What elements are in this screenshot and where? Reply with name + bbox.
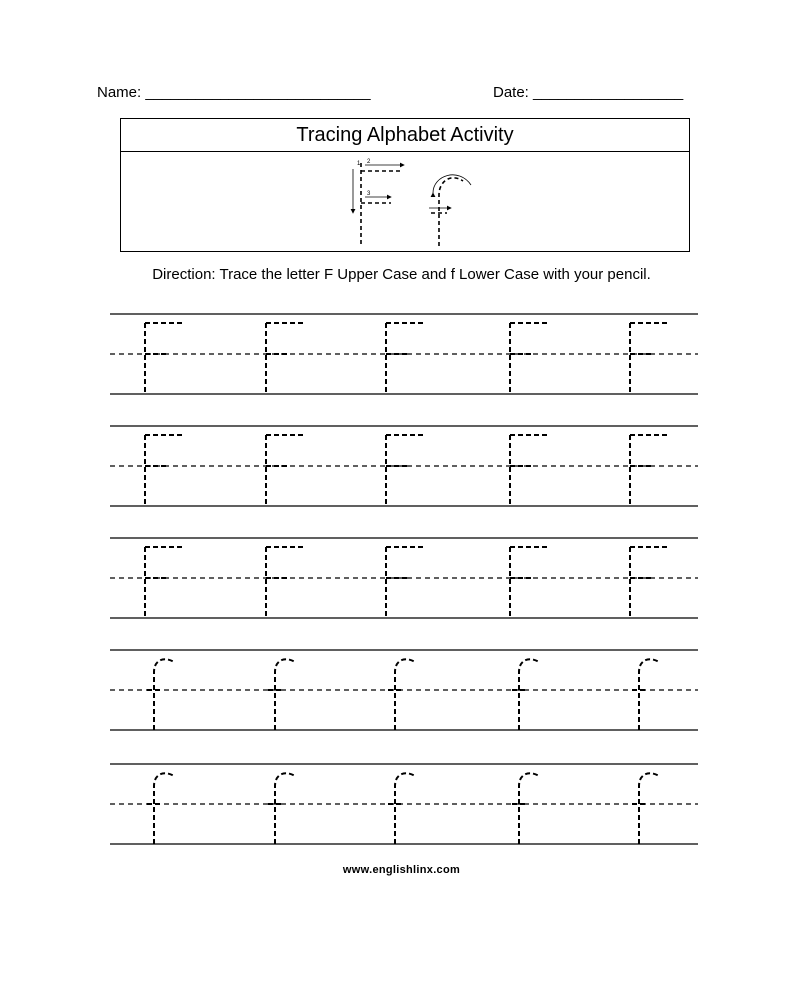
trace-lowercase-f (147, 659, 174, 730)
trace-lowercase-f (268, 773, 295, 844)
trace-uppercase-f (630, 435, 667, 506)
name-blank[interactable]: ___________________________ (145, 84, 371, 101)
trace-uppercase-f (266, 547, 303, 618)
date-label: Date: (493, 84, 529, 101)
trace-lowercase-f (388, 773, 415, 844)
tracing-row (110, 764, 698, 844)
trace-lowercase-f (268, 659, 295, 730)
demo-hint-3: 3 (367, 191, 371, 197)
trace-uppercase-f (510, 547, 547, 618)
trace-lowercase-f (632, 659, 659, 730)
trace-uppercase-f (145, 435, 182, 506)
name-label: Name: (97, 84, 142, 101)
trace-uppercase-f (145, 323, 182, 394)
demo-hint-2: 2 (367, 159, 371, 165)
trace-lowercase-f (512, 773, 539, 844)
tracing-row (110, 538, 698, 618)
tracing-row (110, 650, 698, 730)
trace-lowercase-f (632, 773, 659, 844)
trace-lowercase-f (512, 659, 539, 730)
trace-uppercase-f (386, 547, 423, 618)
trace-uppercase-f (145, 547, 182, 618)
direction-text: Direction: Trace the letter F Upper Case and f Lower Case with your pencil. (152, 266, 651, 283)
trace-uppercase-f (630, 323, 667, 394)
trace-uppercase-f (510, 435, 547, 506)
trace-uppercase-f (386, 323, 423, 394)
tracing-row (110, 314, 698, 394)
trace-uppercase-f (266, 435, 303, 506)
trace-uppercase-f (630, 547, 667, 618)
trace-uppercase-f (386, 435, 423, 506)
trace-lowercase-f (147, 773, 174, 844)
trace-uppercase-f (510, 323, 547, 394)
tracing-row (110, 426, 698, 506)
date-blank[interactable]: __________________ (533, 84, 684, 101)
trace-uppercase-f (266, 323, 303, 394)
worksheet-title: Tracing Alphabet Activity (121, 119, 689, 152)
trace-lowercase-f (388, 659, 415, 730)
footer-url[interactable]: www.englishlinx.com (342, 864, 461, 876)
demo-hint-1: 1 (357, 161, 361, 167)
